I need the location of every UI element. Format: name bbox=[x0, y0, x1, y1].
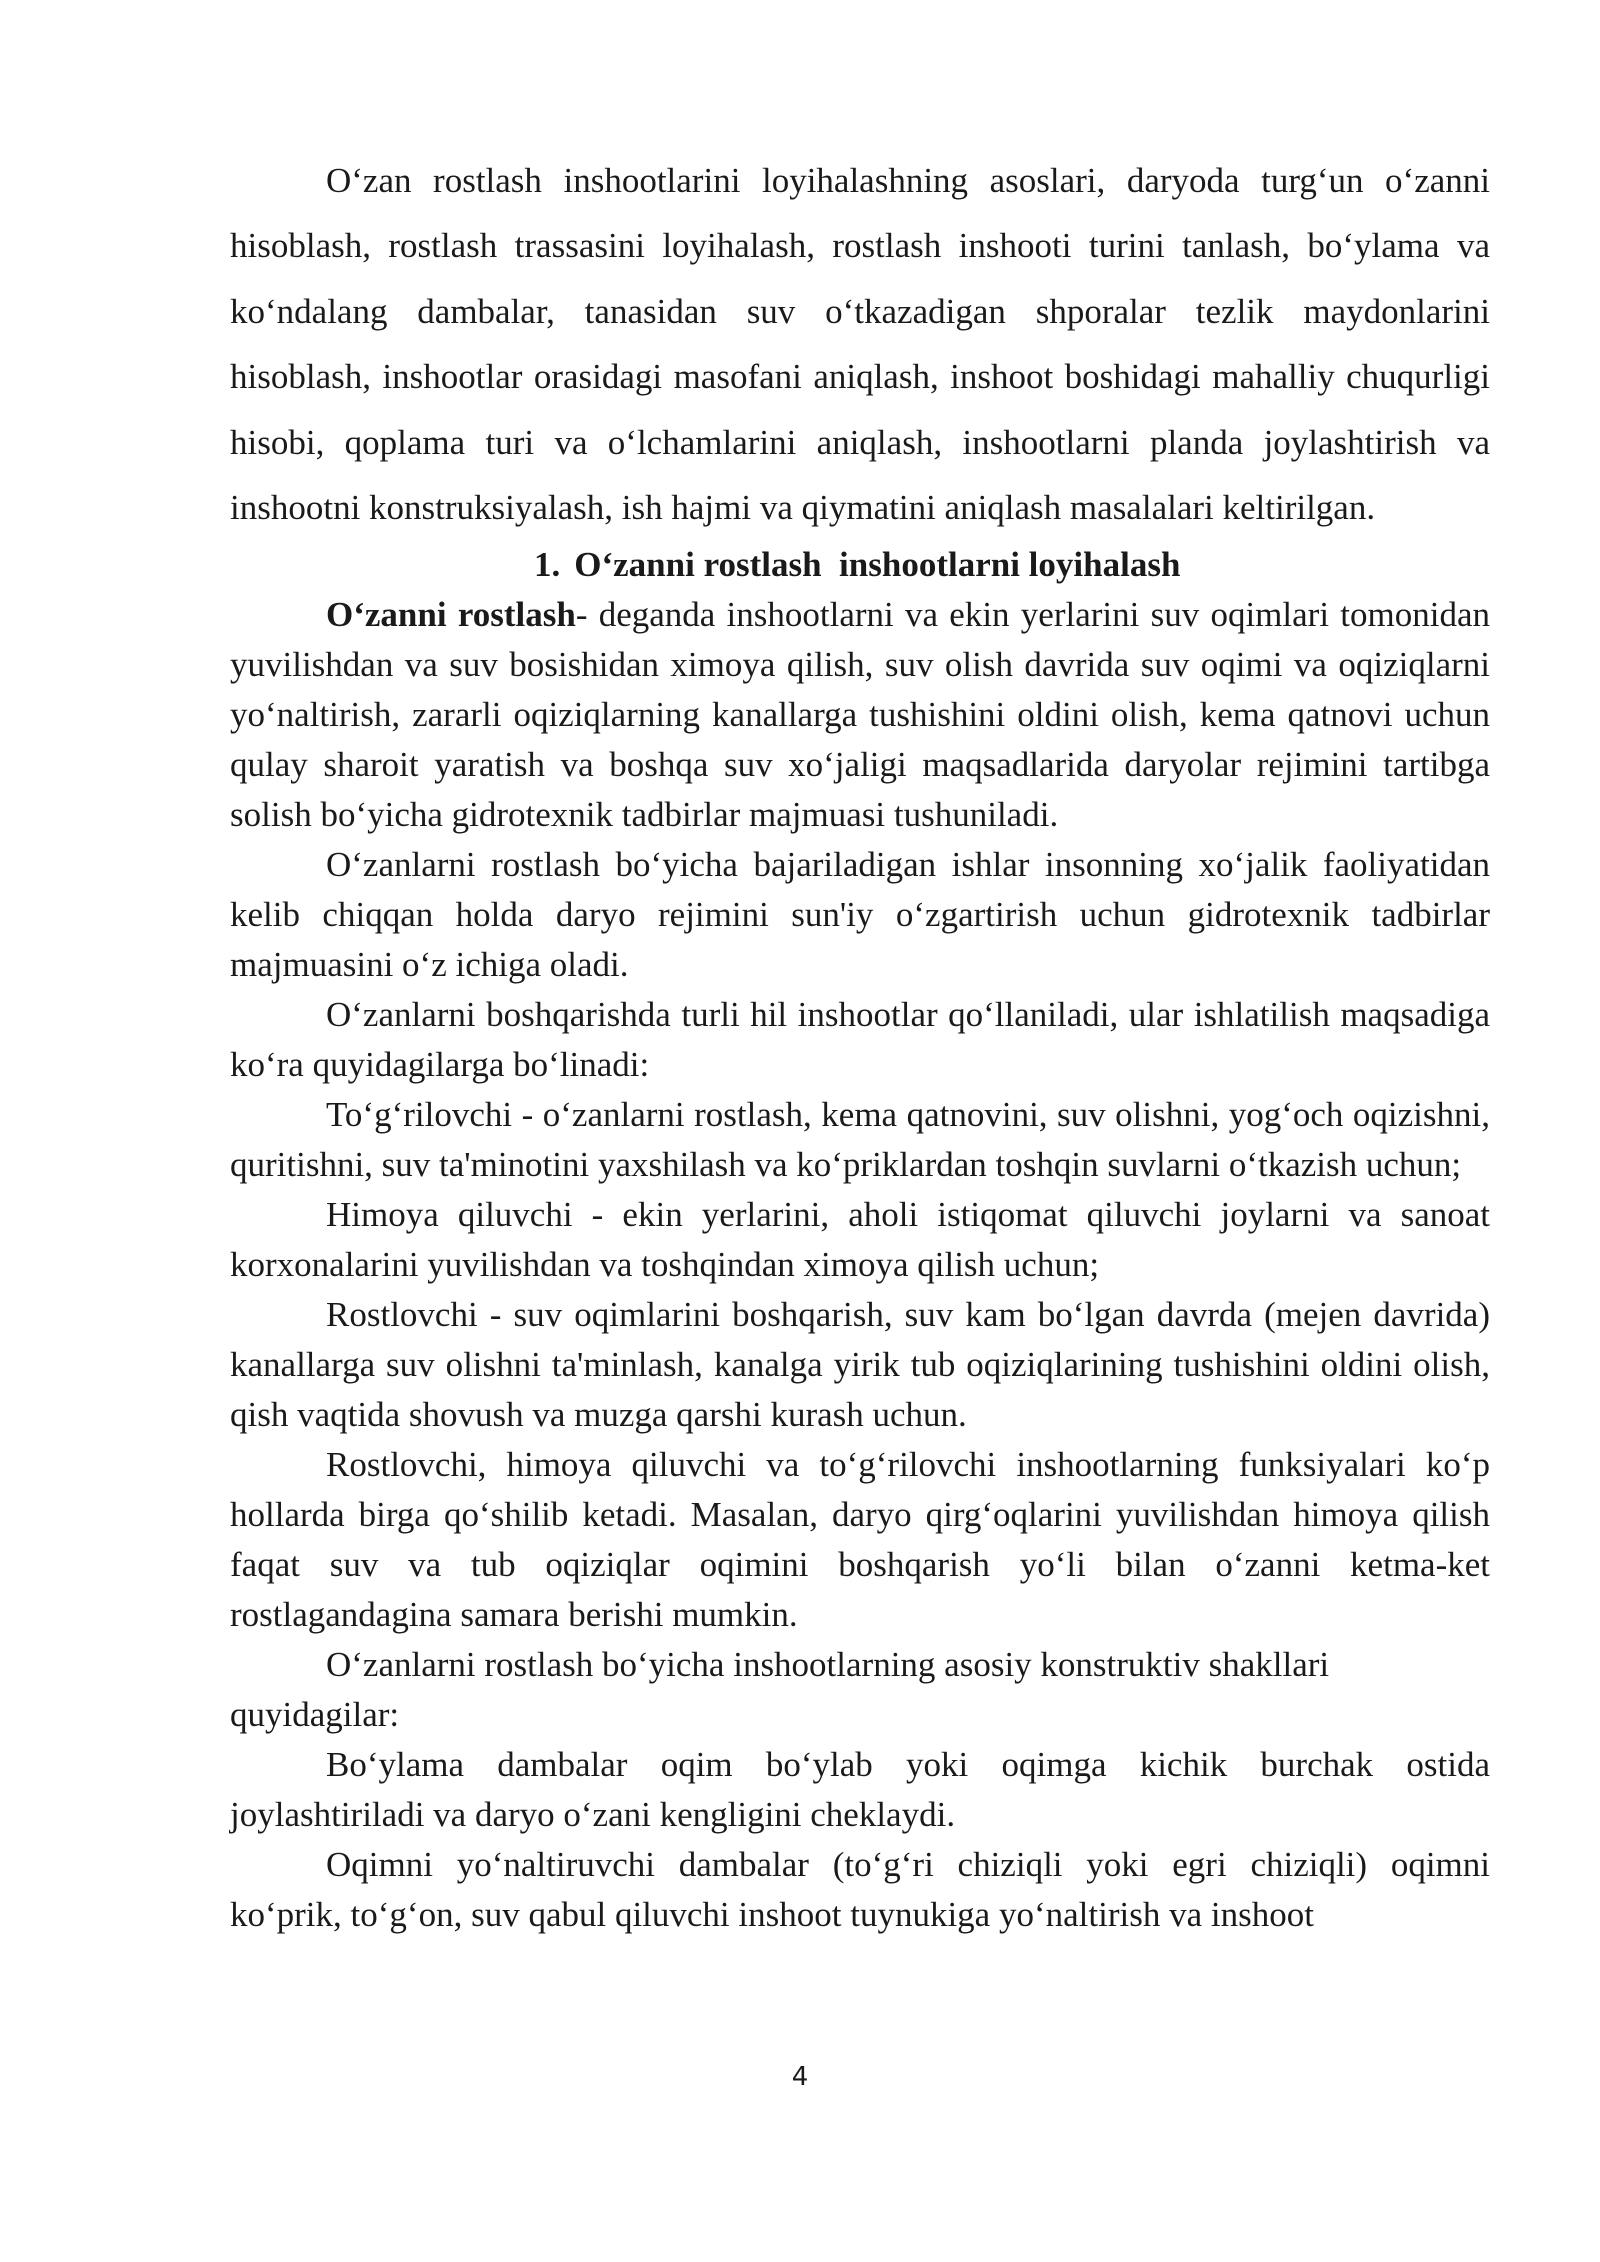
document-page bbox=[230, 148, 1490, 1940]
definition-text: - deganda inshootlarni va ekin yerlarini suv oqimlari tomonidan yuvilishdan va suv bosishidan ximoya qilish, suv olish davrida suv oqimi va oqiziqlarni yo‘naltirish, zararli oqiziqlarning kanallarga tushishini oldini olish, kema qatnovi uchun qulay sharoit yaratish va boshqa suv xo‘jaligi maqsadlarida daryolar rejimini tartibga solish bo‘yicha gidrotexnik tadbirlar majmuasi tushuniladi. bbox=[230, 595, 1490, 835]
intro-paragraph: O‘zan rostlash inshootlarini loyihalashning asoslari, daryoda turg‘un o‘zanni hisoblash, rostlash trassasini loyihalash, rostlash inshooti turini tanlash, bo‘ylama va ko‘ndalang dambalar, tanasidan suv o‘tkazadigan shporalar tezlik maydonlarini hisoblash, inshootlar orasidagi masofani aniqlash, inshoot boshidagi mahalliy chuqurligi hisobi, qoplama turi va o‘lchamlarini aniqlash, inshootlarni planda joylashtirish va inshootni konstruksiyalash, ish hajmi va qiymatini aniqlash masalalari keltirilgan. bbox=[230, 161, 1490, 528]
body-paragraph: Himoya qiluvchi - ekin yerlarini, aholi istiqomat qiluvchi joylarni va sanoat korxonalarini yuvilishdan va toshqindan ximoya qilish uchun; bbox=[230, 1195, 1490, 1285]
body-paragraph: Rostlovchi, himoya qiluvchi va to‘g‘rilovchi inshootlarning funksiyalari ko‘p hollarda birga qo‘shilib ketadi. Masalan, daryo qirg‘oqlarini yuvilishdan himoya qilish faqat suv va tub oqiziqlar oqimini boshqarish yo‘li bilan o‘zanni ketma-ket rostlagandagina samara berishi mumkin. bbox=[230, 1445, 1490, 1635]
definition-paragraph bbox=[230, 590, 1490, 840]
body-paragraph: To‘g‘rilovchi - o‘zanlarni rostlash, kema qatnovini, suv olishni, yog‘och oqizishni, quritishni, suv ta'minotini yaxshilash va ko‘priklardan toshqin suvlarni o‘tkazish uchun; bbox=[230, 1095, 1490, 1185]
body-paragraph: Rostlovchi - suv oqimlarini boshqarish, suv kam bo‘lgan davrda (mejen davrida) kanallarga suv olishni ta'minlash, kanalga yirik tub oqiziqlarining tushishini oldini olish, qish vaqtida shovush va muzga qarshi kurash uchun. bbox=[230, 1295, 1490, 1435]
body-paragraph: O‘zanlarni rostlash bo‘yicha bajariladigan ishlar insonning xo‘jalik faoliyatidan kelib chiqqan holda daryo rejimini sun'iy o‘zgartirish uchun gidrotexnik tadbirlar majmuasini o‘z ichiga oladi. bbox=[230, 845, 1490, 985]
section-number: 1. bbox=[534, 545, 561, 585]
body-paragraph: Bo‘ylama dambalar oqim bo‘ylab yoki oqimga kichik burchak ostida joylashtiriladi va daryo o‘zani kengligini cheklaydi. bbox=[230, 1745, 1490, 1835]
section-heading bbox=[230, 540, 1490, 590]
body-paragraph: O‘zanlarni rostlash bo‘yicha inshootlarning asosiy konstruktiv shakllari quyidagilar: bbox=[230, 1645, 1330, 1735]
page-number: 4 bbox=[791, 2062, 809, 2092]
body-paragraph: O‘zanlarni boshqarishda turli hil inshootlar qo‘llaniladi, ular ishlatilish maqsadiga ko‘ra quyidagilarga bo‘linadi: bbox=[230, 995, 1490, 1085]
body-paragraph: Oqimni yo‘naltiruvchi dambalar (to‘g‘ri chiziqli yoki egri chiziqli) oqimni ko‘prik, to‘g‘on, suv qabul qiluvchi inshoot tuynukiga yo‘naltirish va inshoot bbox=[230, 1845, 1490, 1935]
definition-term: O‘zanni rostlash bbox=[326, 595, 576, 635]
section-title: O‘zanni rostlash inshootlarni loyihalash bbox=[574, 545, 1181, 585]
